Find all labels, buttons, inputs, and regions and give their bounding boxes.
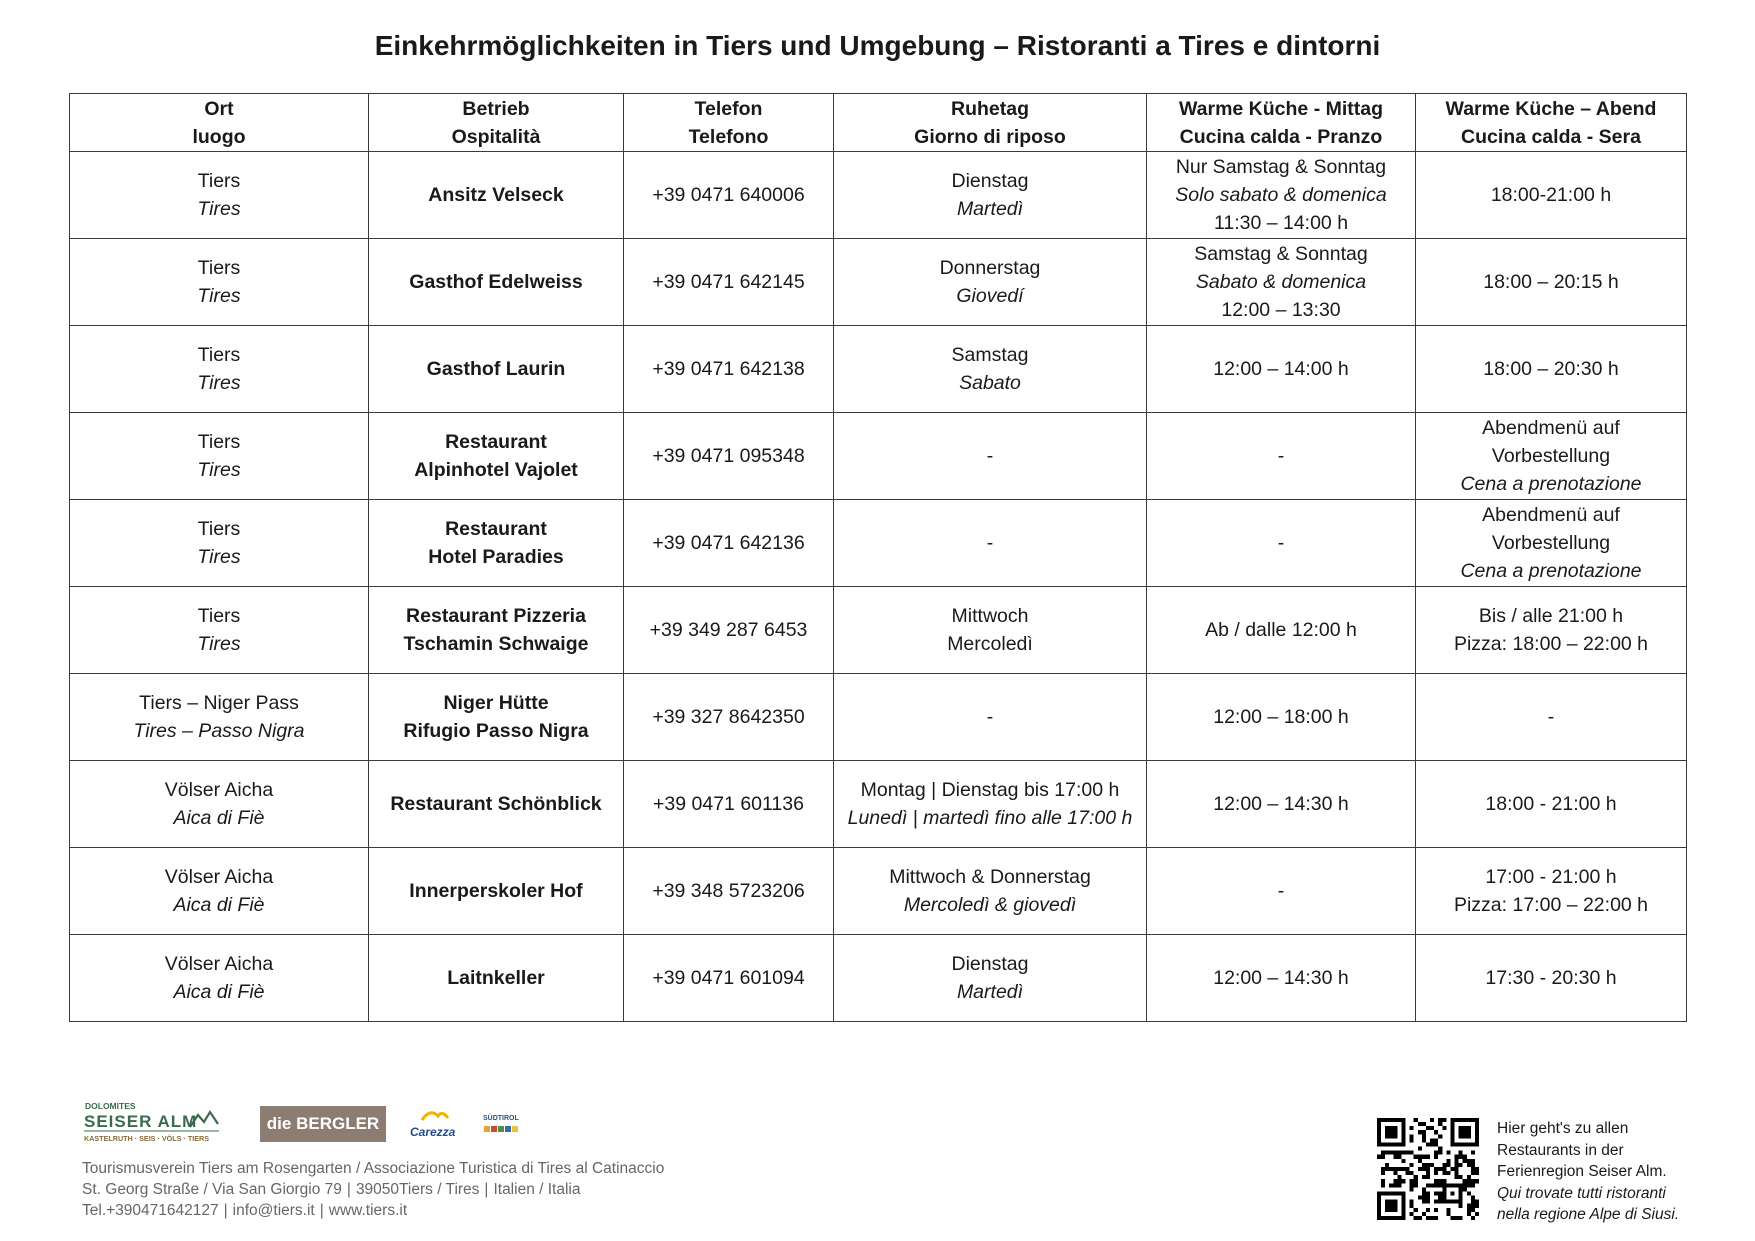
cell-place: Tiers Tires [70, 587, 369, 674]
cell-place: Völser Aicha Aica di Fiè [70, 848, 369, 935]
cell-phone: +39 0471 642145 [624, 239, 834, 326]
restaurant-table [69, 93, 1687, 1022]
cell-business: Gasthof Edelweiss [369, 239, 624, 326]
cell-phone: +39 349 287 6453 [624, 587, 834, 674]
cell-place: Tiers Tires [70, 326, 369, 413]
cell-business: Restaurant Hotel Paradies [369, 500, 624, 587]
address-line-2: St. Georg Straße / Via San Giorgio 79 | 39050Tiers / Tires | Italien / Italia [82, 1181, 581, 1198]
cell-lunch: Nur Samstag & Sonntag Solo sabato & domenica 11:30 – 14:00 h [1147, 152, 1416, 239]
cell-lunch: 12:00 – 14:30 h [1147, 935, 1416, 1022]
cell-lunch: 12:00 – 14:00 h [1147, 326, 1416, 413]
cell-dinner: Abendmenü auf Vorbestellung Cena a prenotazione [1416, 413, 1687, 500]
suedtirol-logo [480, 1108, 524, 1142]
email-link[interactable]: info@tiers.it [232, 1202, 315, 1219]
cell-business: Gasthof Laurin [369, 326, 624, 413]
table-body [70, 152, 1687, 1022]
die-bergler-logo: die BERGLER [260, 1106, 386, 1142]
cell-business: Innerperskoler Hof [369, 848, 624, 935]
address-line-1: Tourismusverein Tiers am Rosengarten / Associazione Turistica di Tires al Catinaccio [82, 1160, 665, 1177]
carezza-logo [408, 1106, 458, 1144]
header-dinner: Warme Küche – Abend Cucina calda - Sera [1416, 94, 1687, 152]
cell-rest-day: - [834, 674, 1147, 761]
table-header-row [70, 94, 1687, 152]
table-row [70, 326, 1687, 413]
table-row [70, 152, 1687, 239]
cell-dinner: Abendmenü auf Vorbestellung Cena a prenotazione [1416, 500, 1687, 587]
cell-phone: +39 348 5723206 [624, 848, 834, 935]
cell-dinner: 18:00-21:00 h [1416, 152, 1687, 239]
cell-lunch: Samstag & Sonntag Sabato & domenica 12:00 – 13:30 [1147, 239, 1416, 326]
phone-text: Tel.+390471642127 [82, 1202, 219, 1219]
cell-phone: +39 327 8642350 [624, 674, 834, 761]
cell-dinner: - [1416, 674, 1687, 761]
cell-place: Tiers Tires [70, 500, 369, 587]
cell-phone: +39 0471 642138 [624, 326, 834, 413]
address-line-3: Tel.+390471642127 | info@tiers.it | www.tiers.it [82, 1202, 408, 1219]
cell-place: Tiers Tires [70, 152, 369, 239]
cell-rest-day: Mittwoch Mercoledì [834, 587, 1147, 674]
table-row [70, 587, 1687, 674]
cell-rest-day: Samstag Sabato [834, 326, 1147, 413]
cell-phone: +39 0471 640006 [624, 152, 834, 239]
seiser-alm-logo [84, 1100, 239, 1144]
cell-dinner: Bis / alle 21:00 h Pizza: 18:00 – 22:00 h [1416, 587, 1687, 674]
cell-dinner: 18:00 – 20:15 h [1416, 239, 1687, 326]
footer-address [82, 1158, 664, 1221]
cell-place: Völser Aicha Aica di Fiè [70, 935, 369, 1022]
cell-place: Völser Aicha Aica di Fiè [70, 761, 369, 848]
cell-phone: +39 0471 601094 [624, 935, 834, 1022]
cell-lunch: - [1147, 500, 1416, 587]
qr-caption: Hier geht's zu allen Restaurants in der Ferienregion Seiser Alm. Qui trovate tutti ristoranti nella regione Alpe di Siusi. [1497, 1120, 1680, 1223]
table-row [70, 674, 1687, 761]
header-place: Ort luogo [70, 94, 369, 152]
header-phone: Telefon Telefono [624, 94, 834, 152]
svg-text:SEISER ALM: SEISER ALM [84, 1112, 198, 1131]
cell-dinner: 17:30 - 20:30 h [1416, 935, 1687, 1022]
table-row [70, 935, 1687, 1022]
cell-phone: +39 0471 601136 [624, 761, 834, 848]
cell-rest-day: Mittwoch & Donnerstag Mercoledì & giovedì [834, 848, 1147, 935]
cell-rest-day: - [834, 500, 1147, 587]
svg-text:SÜDTIROL: SÜDTIROL [483, 1115, 519, 1122]
cell-rest-day: - [834, 413, 1147, 500]
svg-text:KASTELRUTH · SEIS · VÖLS · TIE: KASTELRUTH · SEIS · VÖLS · TIERS [84, 1134, 209, 1143]
cell-lunch: 12:00 – 14:30 h [1147, 761, 1416, 848]
table-row [70, 848, 1687, 935]
qr-code-icon[interactable] [1377, 1118, 1479, 1220]
cell-rest-day: Montag | Dienstag bis 17:00 h Lunedì | martedì fino alle 17:00 h [834, 761, 1147, 848]
cell-rest-day: Donnerstag Giovedí [834, 239, 1147, 326]
cell-dinner: 18:00 – 20:30 h [1416, 326, 1687, 413]
website-link[interactable]: www.tiers.it [328, 1202, 408, 1219]
table-row [70, 761, 1687, 848]
cell-rest-day: Dienstag Martedì [834, 152, 1147, 239]
page-title: Einkehrmöglichkeiten in Tiers und Umgebung – Ristoranti a Tires e dintorni [374, 30, 1381, 61]
cell-lunch: - [1147, 413, 1416, 500]
cell-lunch: Ab / dalle 12:00 h [1147, 587, 1416, 674]
cell-place: Tiers Tires [70, 413, 369, 500]
table-row [70, 500, 1687, 587]
cell-business: Restaurant Alpinhotel Vajolet [369, 413, 624, 500]
cell-phone: +39 0471 642136 [624, 500, 834, 587]
cell-business: Laitnkeller [369, 935, 624, 1022]
svg-text:DOLOMITES: DOLOMITES [85, 1101, 136, 1111]
cell-business: Ansitz Velseck [369, 152, 624, 239]
cell-phone: +39 0471 095348 [624, 413, 834, 500]
cell-dinner: 17:00 - 21:00 h Pizza: 17:00 – 22:00 h [1416, 848, 1687, 935]
table-row [70, 413, 1687, 500]
table-row [70, 239, 1687, 326]
cell-business: Niger Hütte Rifugio Passo Nigra [369, 674, 624, 761]
cell-place: Tiers Tires [70, 239, 369, 326]
header-lunch: Warme Küche - Mittag Cucina calda - Pranzo [1147, 94, 1416, 152]
header-rest-day: Ruhetag Giorno di riposo [834, 94, 1147, 152]
cell-lunch: 12:00 – 18:00 h [1147, 674, 1416, 761]
cell-rest-day: Dienstag Martedì [834, 935, 1147, 1022]
cell-lunch: - [1147, 848, 1416, 935]
cell-dinner: 18:00 - 21:00 h [1416, 761, 1687, 848]
cell-business: Restaurant Pizzeria Tschamin Schwaige [369, 587, 624, 674]
svg-text:Carezza: Carezza [410, 1125, 456, 1139]
header-business: Betrieb Ospitalità [369, 94, 624, 152]
cell-business: Restaurant Schönblick [369, 761, 624, 848]
cell-place: Tiers – Niger Pass Tires – Passo Nigra [70, 674, 369, 761]
